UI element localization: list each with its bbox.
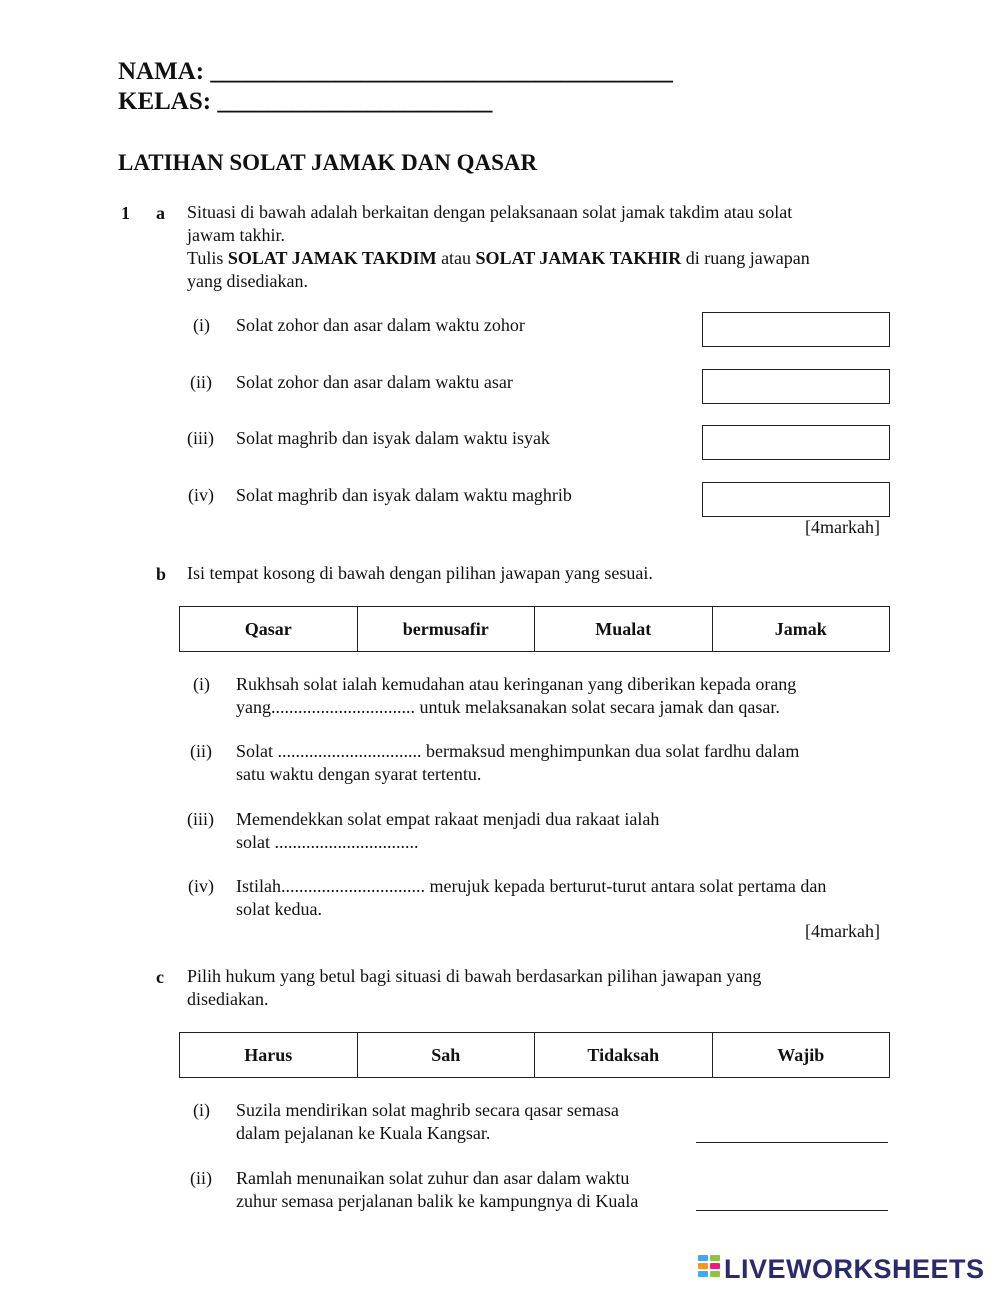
item-line: dalam pejalanan ke Kuala Kangsar. xyxy=(236,1123,491,1143)
part-c-instruction xyxy=(187,965,887,1011)
item-text: Solat maghrib dan isyak dalam waktu isyak xyxy=(236,428,550,448)
instruction-line xyxy=(187,247,887,270)
instruction-text: Tulis xyxy=(187,248,228,268)
option-cell[interactable]: Tidaksah xyxy=(535,1033,713,1078)
item-line: satu waktu dengan syarat tertentu. xyxy=(236,764,482,784)
item-number: (ii) xyxy=(190,372,212,392)
instruction-text: di ruang jawapan xyxy=(681,248,810,268)
part-b-instruction: Isi tempat kosong di bawah dengan pilihan jawapan yang sesuai. xyxy=(187,563,653,583)
question-number: 1 xyxy=(121,203,130,223)
option-cell[interactable]: Sah xyxy=(357,1033,535,1078)
item-number: (iv) xyxy=(188,876,214,896)
page-title: LATIHAN SOLAT JAMAK DAN QASAR xyxy=(118,150,538,175)
answer-box[interactable] xyxy=(702,425,890,460)
option-cell[interactable]: Mualat xyxy=(535,607,713,652)
instruction-line: Situasi di bawah adalah berkaitan dengan pelaksanaan solat jamak takdim atau solat xyxy=(187,202,793,222)
item-number: (ii) xyxy=(190,1168,212,1188)
part-b-letter: b xyxy=(156,564,167,584)
item-text: Solat zohor dan asar dalam waktu zohor xyxy=(236,315,525,335)
part-a-instruction xyxy=(187,201,887,293)
item-line: Memendekkan solat empat rakaat menjadi dua rakaat ialah xyxy=(236,809,660,829)
item-line: Rukhsah solat ialah kemudahan atau keringanan yang diberikan kepada orang xyxy=(236,674,797,694)
instruction-text: atau xyxy=(436,248,476,268)
item-number: (iv) xyxy=(188,485,214,505)
item-text: Solat maghrib dan isyak dalam waktu maghrib xyxy=(236,485,572,505)
part-a-letter: a xyxy=(156,203,165,223)
instruction-line: Pilih hukum yang betul bagi situasi di bawah berdasarkan pilihan jawapan yang xyxy=(187,966,762,986)
option-cell[interactable]: bermusafir xyxy=(357,607,535,652)
item-line: Istilah................................ merujuk kepada berturut-turut antara solat pertama dan xyxy=(236,876,827,896)
fill-in-item xyxy=(236,740,896,786)
class-field-label: KELAS: ______________________ xyxy=(118,88,493,115)
instruction-line: yang disediakan. xyxy=(187,271,308,291)
options-table xyxy=(179,606,890,652)
fill-in-item xyxy=(236,673,896,719)
item-number: (iii) xyxy=(187,428,214,448)
part-c-letter: c xyxy=(156,967,164,987)
answer-box[interactable] xyxy=(702,369,890,404)
option-cell[interactable]: Jamak xyxy=(712,607,890,652)
marks-label: [4markah] xyxy=(805,517,880,537)
item-line: Ramlah menunaikan solat zuhur dan asar dalam waktu xyxy=(236,1168,630,1188)
item-line: solat ................................ xyxy=(236,832,419,852)
instruction-line: disediakan. xyxy=(187,989,269,1009)
answer-line[interactable] xyxy=(696,1210,888,1211)
option-cell[interactable]: Harus xyxy=(180,1033,358,1078)
name-field-label: NAMA: _____________________________________ xyxy=(118,58,673,85)
answer-line[interactable] xyxy=(696,1142,888,1143)
item-number: (i) xyxy=(193,674,210,694)
item-line: solat kedua. xyxy=(236,899,322,919)
options-table xyxy=(179,1032,890,1078)
option-cell[interactable]: Wajib xyxy=(712,1033,890,1078)
situation-item xyxy=(236,1167,696,1213)
item-number: (iii) xyxy=(187,809,214,829)
item-line: yang................................ untuk melaksanakan solat secara jamak dan qasar. xyxy=(236,697,780,717)
fill-in-item xyxy=(236,875,916,921)
watermark-text: LIVEWORKSHEETS xyxy=(724,1253,985,1284)
item-number: (i) xyxy=(193,315,210,335)
instruction-line: jawam takhir. xyxy=(187,225,285,245)
instruction-bold: SOLAT JAMAK TAKHIR xyxy=(475,248,682,268)
item-number: (ii) xyxy=(190,741,212,761)
answer-box[interactable] xyxy=(702,312,890,347)
item-line: zuhur semasa perjalanan balik ke kampungnya di Kuala xyxy=(236,1191,639,1211)
item-line: Solat ................................ bermaksud menghimpunkan dua solat fardhu dalam xyxy=(236,741,800,761)
item-number: (i) xyxy=(193,1100,210,1120)
item-text: Solat zohor dan asar dalam waktu asar xyxy=(236,372,513,392)
option-cell[interactable]: Qasar xyxy=(180,607,358,652)
answer-box[interactable] xyxy=(702,482,890,517)
situation-item xyxy=(236,1099,696,1145)
liveworksheets-logo-icon xyxy=(698,1255,722,1283)
liveworksheets-watermark xyxy=(698,1252,985,1286)
fill-in-item xyxy=(236,808,896,854)
item-line: Suzila mendirikan solat maghrib secara qasar semasa xyxy=(236,1100,619,1120)
instruction-bold: SOLAT JAMAK TAKDIM xyxy=(227,248,437,268)
marks-label: [4markah] xyxy=(805,921,880,941)
